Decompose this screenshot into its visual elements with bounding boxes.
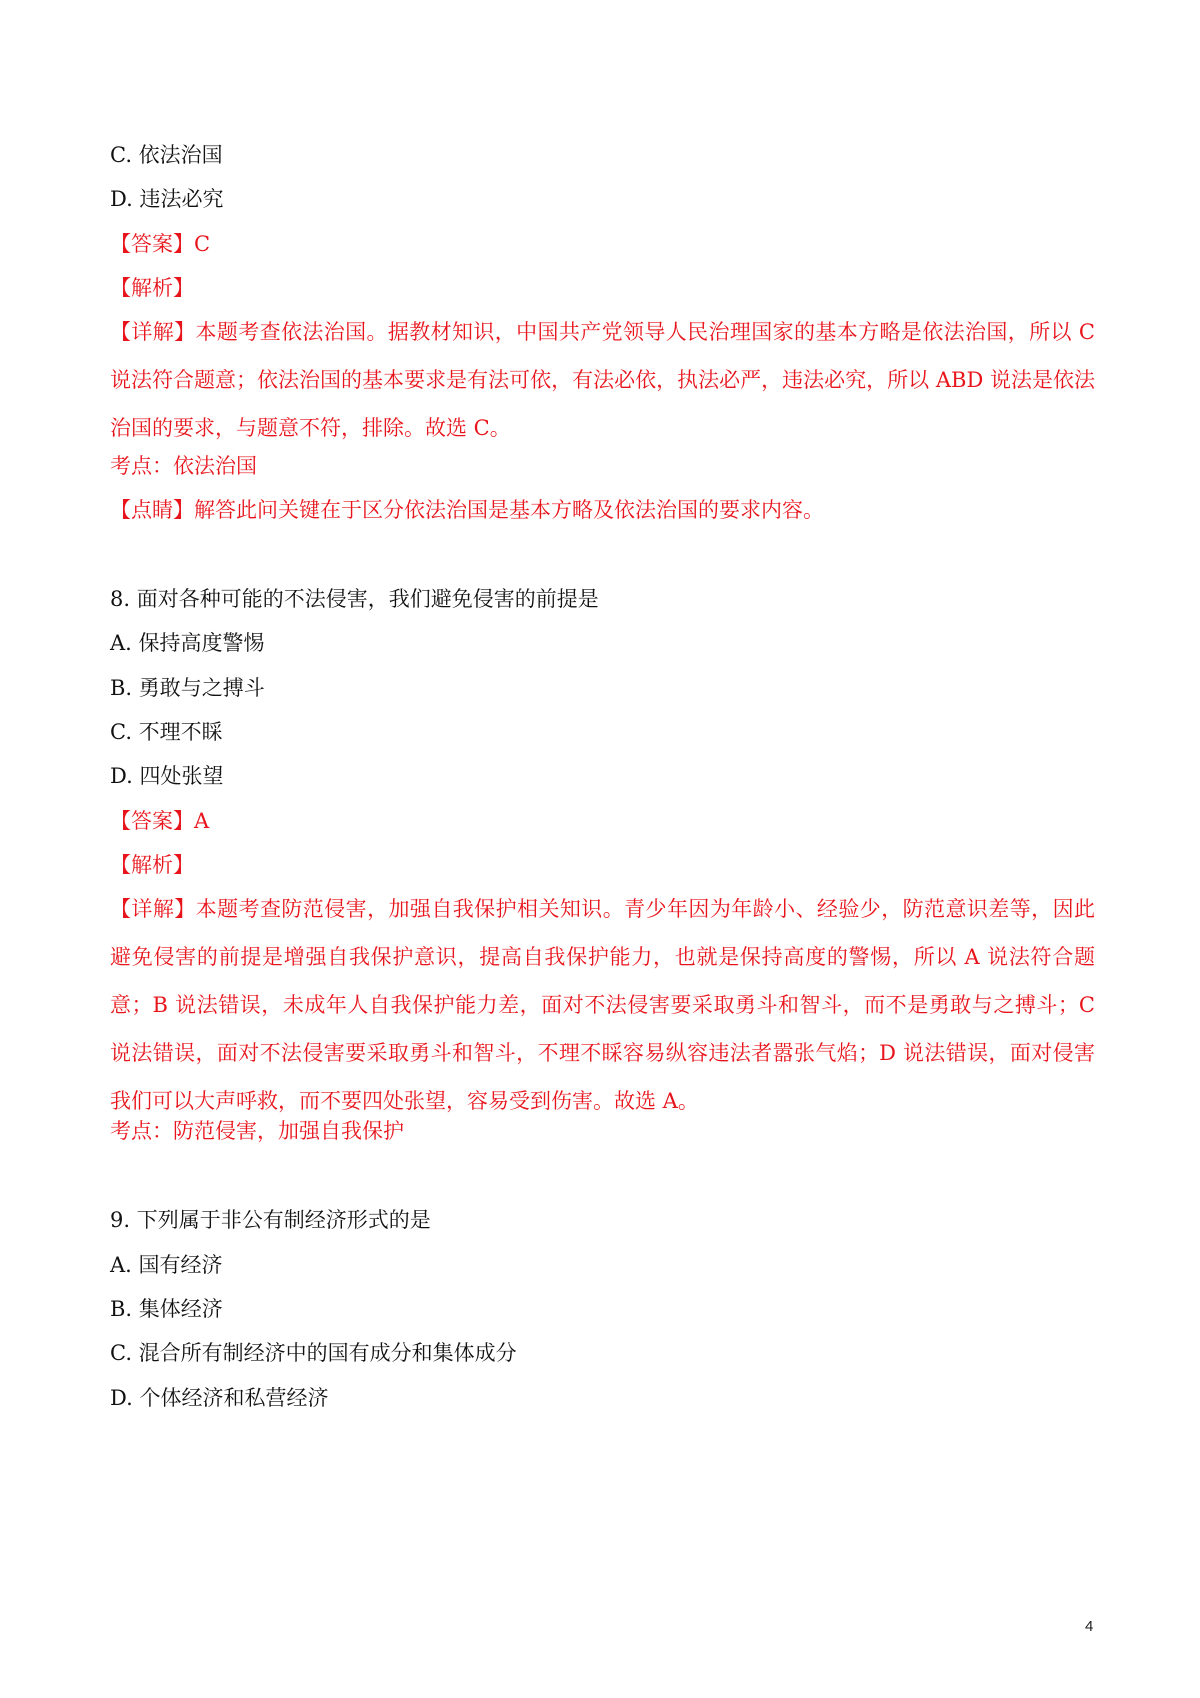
q9-option-c: C. 混合所有制经济中的国有成分和集体成分	[110, 1341, 517, 1365]
q8-option-a: A. 保持高度警惕	[110, 631, 265, 655]
q9-option-d: D. 个体经济和私营经济	[110, 1386, 329, 1410]
q7-kaodian: 考点：依法治国	[110, 454, 257, 478]
q9-option-b: B. 集体经济	[110, 1297, 223, 1321]
q8-analysis-heading: 【解析】	[110, 853, 194, 877]
q8-detail: 【详解】本题考查防范侵害，加强自我保护相关知识。青少年因为年龄小、经验少，防范意识差等，因此避免侵害的前提是增强自我保护意识，提高自我保护能力，也就是保持高度的警惕，所以 A 说法符合题意；B 说法错误，未成年人自我保护能力差，面对不法侵害要采取勇斗和智斗，而不是勇敢与之搏斗；C 说法错误，面对不法侵害要采取勇斗和智斗，不理不睬容易纵容违法者嚣张气焰；D 说法错误，面对侵害我们可以大声呼救，而不要四处张望，容易受到伤害。故选 A。	[110, 897, 1095, 1113]
q8-kaodian: 考点：防范侵害，加强自我保护	[110, 1119, 404, 1143]
page-number: 4	[1085, 1618, 1094, 1635]
q7-answer: 【答案】C	[110, 232, 211, 256]
q9-question: 9. 下列属于非公有制经济形式的是	[110, 1208, 431, 1232]
q8-option-d: D. 四处张望	[110, 764, 224, 788]
q7-detail: 【详解】本题考查依法治国。据教材知识，中国共产党领导人民治理国家的基本方略是依法治国，所以 C 说法符合题意；依法治国的基本要求是有法可依，有法必依，执法必严，违法必究，所以 ABD 说法是依法治国的要求，与题意不符，排除。故选 C。	[110, 320, 1095, 440]
q8-answer: 【答案】A	[110, 809, 210, 833]
q8-option-c: C. 不理不睬	[110, 720, 223, 744]
q8-question: 8. 面对各种可能的不法侵害，我们避免侵害的前提是	[110, 587, 599, 611]
q7-dianjing: 【点睛】解答此问关键在于区分依法治国是基本方略及依法治国的要求内容。	[110, 498, 824, 522]
q7-analysis-heading: 【解析】	[110, 276, 194, 300]
q9-option-a: A. 国有经济	[110, 1253, 223, 1277]
q7-option-d: D. 违法必究	[110, 187, 224, 211]
q7-option-c: C. 依法治国	[110, 143, 223, 167]
q8-option-b: B. 勇敢与之搏斗	[110, 676, 265, 700]
